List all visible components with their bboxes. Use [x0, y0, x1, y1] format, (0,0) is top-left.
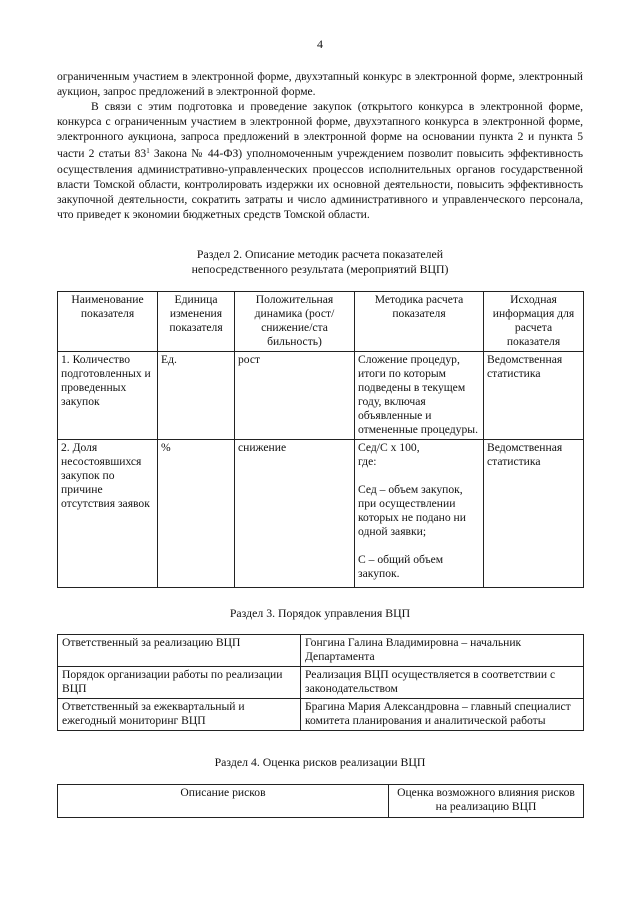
footnote-superscript: 1 [146, 147, 150, 156]
section-2-title: Раздел 2. Описание методик расчета показателей непосредственного результата (мероприятий ВЦП) [191, 247, 449, 276]
table-row [58, 699, 584, 731]
indicator-name: 2. Доля несостоявшихся закупок по причине отсутствия заявок [58, 440, 158, 588]
header-cell: Методика расчета показателя [355, 292, 484, 352]
header-cell: Оценка возможного влияния рисков на реализацию ВЦП [389, 785, 584, 818]
header-cell: Исходная информация для расчета показателя [484, 292, 584, 352]
header-cell: Единица изменения показателя [158, 292, 235, 352]
header-cell: Наименование показателя [58, 292, 158, 352]
indicator-name: 1. Количество подготовленных и проведенных закупок [58, 352, 158, 440]
table-row [58, 635, 584, 667]
management-label: Ответственный за реализацию ВЦП [58, 635, 301, 667]
table-header-row [58, 292, 584, 352]
intro-text [57, 69, 583, 222]
indicator-source: Ведомственная статистика [484, 440, 584, 588]
indicator-method: Сложение процедур, итоги по которым подведены в текущем году, включая объявленные и отмененные процедуры. [355, 352, 484, 440]
indicator-dynamics: рост [235, 352, 355, 440]
indicator-dynamics: снижение [235, 440, 355, 588]
section-3-title: Раздел 3. Порядок управления ВЦП [229, 606, 411, 620]
indicator-unit: Ед. [158, 352, 235, 440]
management-value: Реализация ВЦП осуществляется в соответствии с законодательством [301, 667, 584, 699]
section-4-title: Раздел 4. Оценка рисков реализации ВЦП [214, 755, 426, 769]
indicator-source: Ведомственная статистика [484, 352, 584, 440]
intro-paragraph-1: ограниченным участием в электронной форме, двухэтапный конкурс в электронной форме, электронный аукцион, запрос предложений в электронной форме. [57, 70, 583, 99]
indicator-unit: % [158, 440, 235, 588]
management-label: Порядок организации работы по реализации ВЦП [58, 667, 301, 699]
management-label: Ответственный за ежеквартальный и ежегодный мониторинг ВЦП [58, 699, 301, 731]
page-number: 4 [317, 37, 323, 51]
indicators-table [57, 291, 584, 588]
management-value: Брагина Мария Александровна – главный специалист комитета планирования и аналитической работы [301, 699, 584, 731]
table-row [58, 667, 584, 699]
management-table [57, 634, 584, 731]
table-row [58, 440, 584, 588]
indicator-method: Сед/С х 100, где: Сед – объем закупок, при осуществлении которых не подано ни одной заявки; С – общий объем закупок. [355, 440, 484, 588]
table-row [58, 352, 584, 440]
table-header-row [58, 785, 584, 818]
header-cell: Описание рисков [58, 785, 389, 818]
intro-paragraph-2: В связи с этим подготовка и проведение закупок (открытого конкурса в электронной форме, конкурса с ограниченным участием в электронной форме, двухэтапного конкурса в электронной форме, электронного аукциона, запроса предложений в электронной форме на основании пункта 2 и пункта 5 части 2 статьи $83^1$ Закона № 44-ФЗ) уполномоченным учреждением позволит повысить эффективность осуществления административно-управленческих процессов исполнительных органов государственной власти Томской области, контролировать издержки их основной деятельности, повысить эффективность закупочной деятельности, сократить затраты и число административного и управленческого персонала, что приведет к экономии бюджетных средств Томской области. [57, 100, 583, 221]
header-cell: Положительная динамика (рост/снижение/ста бильность) [235, 292, 355, 352]
management-value: Гонгина Галина Владимировна – начальник Департамента [301, 635, 584, 667]
risks-table [57, 784, 584, 818]
